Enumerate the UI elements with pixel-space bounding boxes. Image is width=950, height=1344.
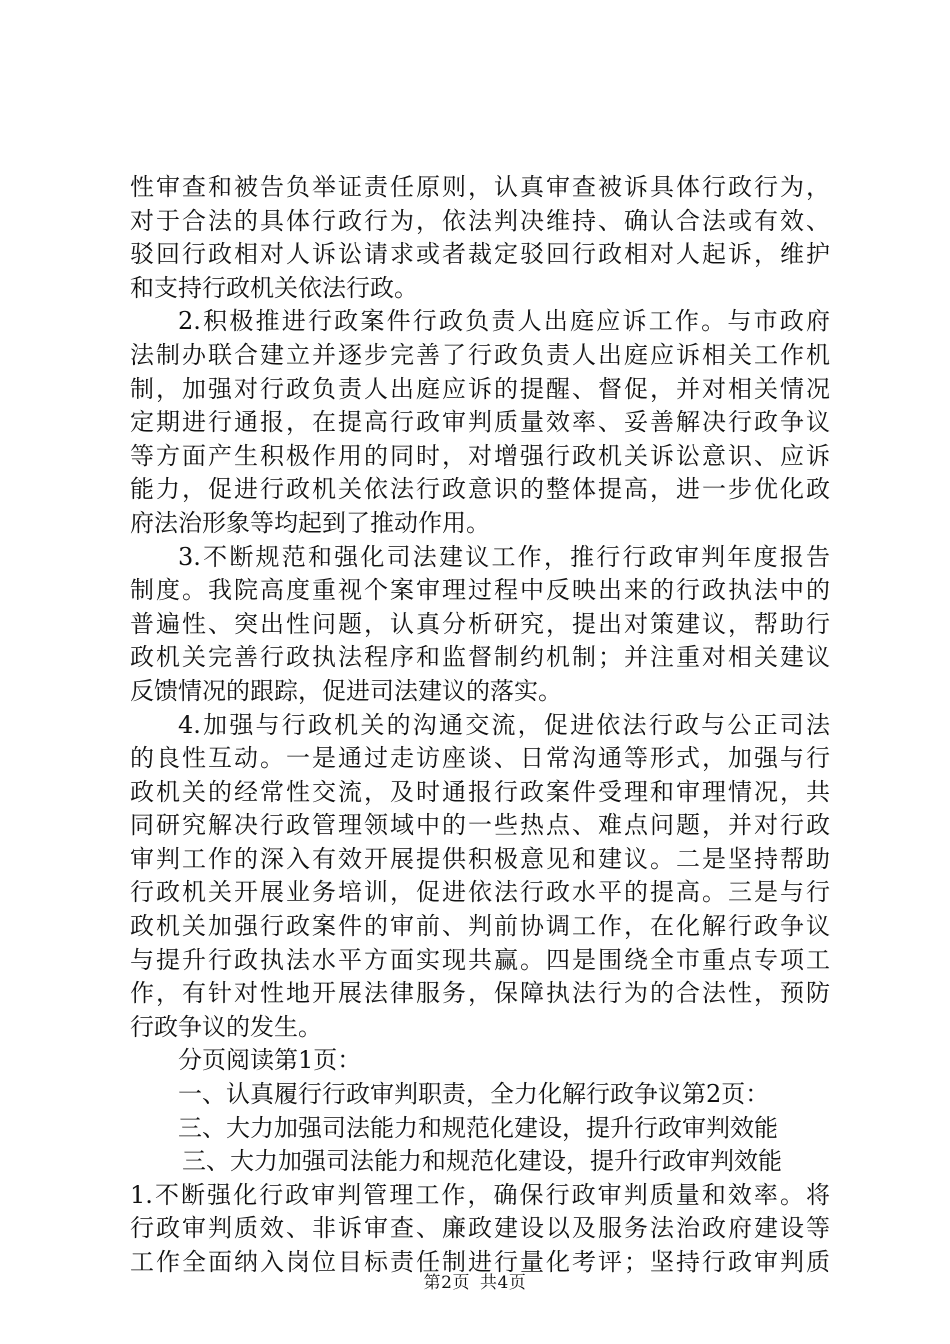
text-line: 法制办联合建立并逐步完善了行政负责人出庭应诉相关工作机 xyxy=(130,340,830,369)
page-footer xyxy=(0,1272,950,1294)
text-line: 行政机关开展业务培训，促进依法行政水平的提高。三是与行 xyxy=(130,878,830,907)
text-line: 审判工作的深入有效开展提供积极意见和建议。二是坚持帮助 xyxy=(130,844,830,873)
text-line: 驳回行政相对人诉讼请求或者裁定驳回行政相对人起诉，维护 xyxy=(130,240,830,269)
page-navigation-heading: 分页阅读第1页： xyxy=(178,1046,362,1075)
text-line: 行政争议的发生。 xyxy=(130,1012,322,1041)
text-line: 政机关的经常性交流，及时通报行政案件受理和审理情况，共 xyxy=(130,777,830,806)
text-line: 1.不断强化行政审判管理工作，确保行政审判质量和效率。将 xyxy=(130,1180,830,1209)
text-line: 同研究解决行政管理领域中的一些热点、难点问题，并对行政 xyxy=(130,811,830,840)
text-line: 作，有针对性地开展法律服务，保障执法行为的合法性，预防 xyxy=(130,979,830,1008)
page-navigation-item: 一、认真履行行政审判职责，全力化解行政争议第2页： xyxy=(178,1080,770,1109)
page-total: 共4页 xyxy=(480,1273,527,1293)
document-body xyxy=(130,171,830,1280)
text-line: 对于合法的具体行政行为，依法判决维持、确认合法或有效、 xyxy=(130,206,830,235)
text-line: 制度。我院高度重视个案审理过程中反映出来的行政执法中的 xyxy=(130,576,830,605)
text-line: 普遍性、突出性问题，认真分析研究，提出对策建议，帮助行 xyxy=(130,609,830,638)
text-line: 反馈情况的跟踪，促进司法建议的落实。 xyxy=(130,676,562,705)
text-line: 能力，促进行政机关依法行政意识的整体提高，进一步优化政 xyxy=(130,475,830,504)
section-heading: 三、大力加强司法能力和规范化建设，提升行政审判效能 xyxy=(182,1147,782,1176)
text-line: 的良性互动。一是通过走访座谈、日常沟通等形式，加强与行 xyxy=(130,744,830,773)
page-number: 第2页 xyxy=(423,1273,470,1293)
text-line: 和支持行政机关依法行政。 xyxy=(130,273,418,302)
text-line: 性审查和被告负举证责任原则，认真审查被诉具体行政行为， xyxy=(130,173,830,201)
paragraph-start-line: 3.不断规范和强化司法建议工作，推行行政审判年度报告 xyxy=(178,542,830,571)
text-line: 等方面产生积极作用的同时，对增强行政机关诉讼意识、应诉 xyxy=(130,441,830,470)
text-line: 制，加强对行政负责人出庭应诉的提醒、督促，并对相关情况 xyxy=(130,374,830,403)
text-line: 政机关完善行政执法程序和监督制约机制；并注重对相关建议 xyxy=(130,643,830,672)
text-line: 政机关加强行政案件的审前、判前协调工作，在化解行政争议 xyxy=(130,912,830,941)
page-navigation-item: 三、大力加强司法能力和规范化建设，提升行政审判效能 xyxy=(178,1113,778,1142)
text-line: 定期进行通报，在提高行政审判质量效率、妥善解决行政争议 xyxy=(130,408,830,437)
text-line: 行政审判质效、非诉审查、廉政建设以及服务法治政府建设等 xyxy=(130,1214,830,1243)
paragraph-start-line: 2.积极推进行政案件行政负责人出庭应诉工作。与市政府 xyxy=(178,307,830,336)
text-line: 工作全面纳入岗位目标责任制进行量化考评；坚持行政审判质 xyxy=(130,1248,830,1276)
text-line: 府法治形象等均起到了推动作用。 xyxy=(130,508,490,537)
paragraph-start-line: 4.加强与行政机关的沟通交流，促进依法行政与公正司法 xyxy=(178,710,830,739)
text-line: 与提升行政执法水平方面实现共赢。四是围绕全市重点专项工 xyxy=(130,945,830,974)
